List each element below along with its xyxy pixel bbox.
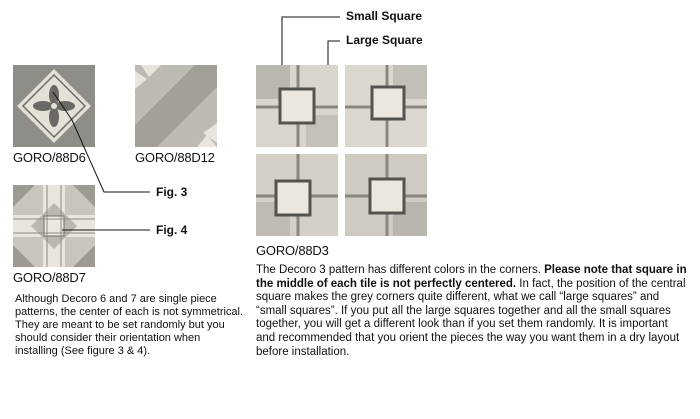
callout-small-square: Small Square <box>346 9 423 23</box>
tile-88d3-b <box>345 65 427 147</box>
right-description <box>256 264 690 359</box>
right-description-part1: The Decoro 3 pattern has different colors in the corners. <box>256 264 545 276</box>
tile-code-88d7: GORO/88D7 <box>13 270 86 285</box>
right-description-bold: Please note that square in the middle of each tile is not perfectly centered. <box>256 264 687 290</box>
tile-code-88d12: GORO/88D12 <box>135 150 215 165</box>
right-description-part2: In fact, the position of the central square makes the grey corners quite different, what we call “large squares” and “small squares”. If you put all the large squares together and all the small squares together, you will get a different look than if you set them randomly. It is important and recommended that you orient the pieces the way you want them in a dry layout before installation. <box>256 277 686 358</box>
tile-code-88d3: GORO/88D3 <box>256 243 329 258</box>
fig-3-label: Fig. 3 <box>156 185 188 199</box>
fig-4-label: Fig. 4 <box>156 223 188 237</box>
tile-88d3-c <box>256 154 338 236</box>
left-description: Although Decoro 6 and 7 are single piece patterns, the center of each is not symmetrical. They are meant to be set randomly but you should consider their orientation when installing (See figure 3 & 4). <box>15 293 244 357</box>
callout-large-square: Large Square <box>346 33 423 47</box>
tile-88d3-a <box>256 65 338 147</box>
tile-code-88d6: GORO/88D6 <box>13 150 86 165</box>
tile-88d3-d <box>345 154 427 236</box>
